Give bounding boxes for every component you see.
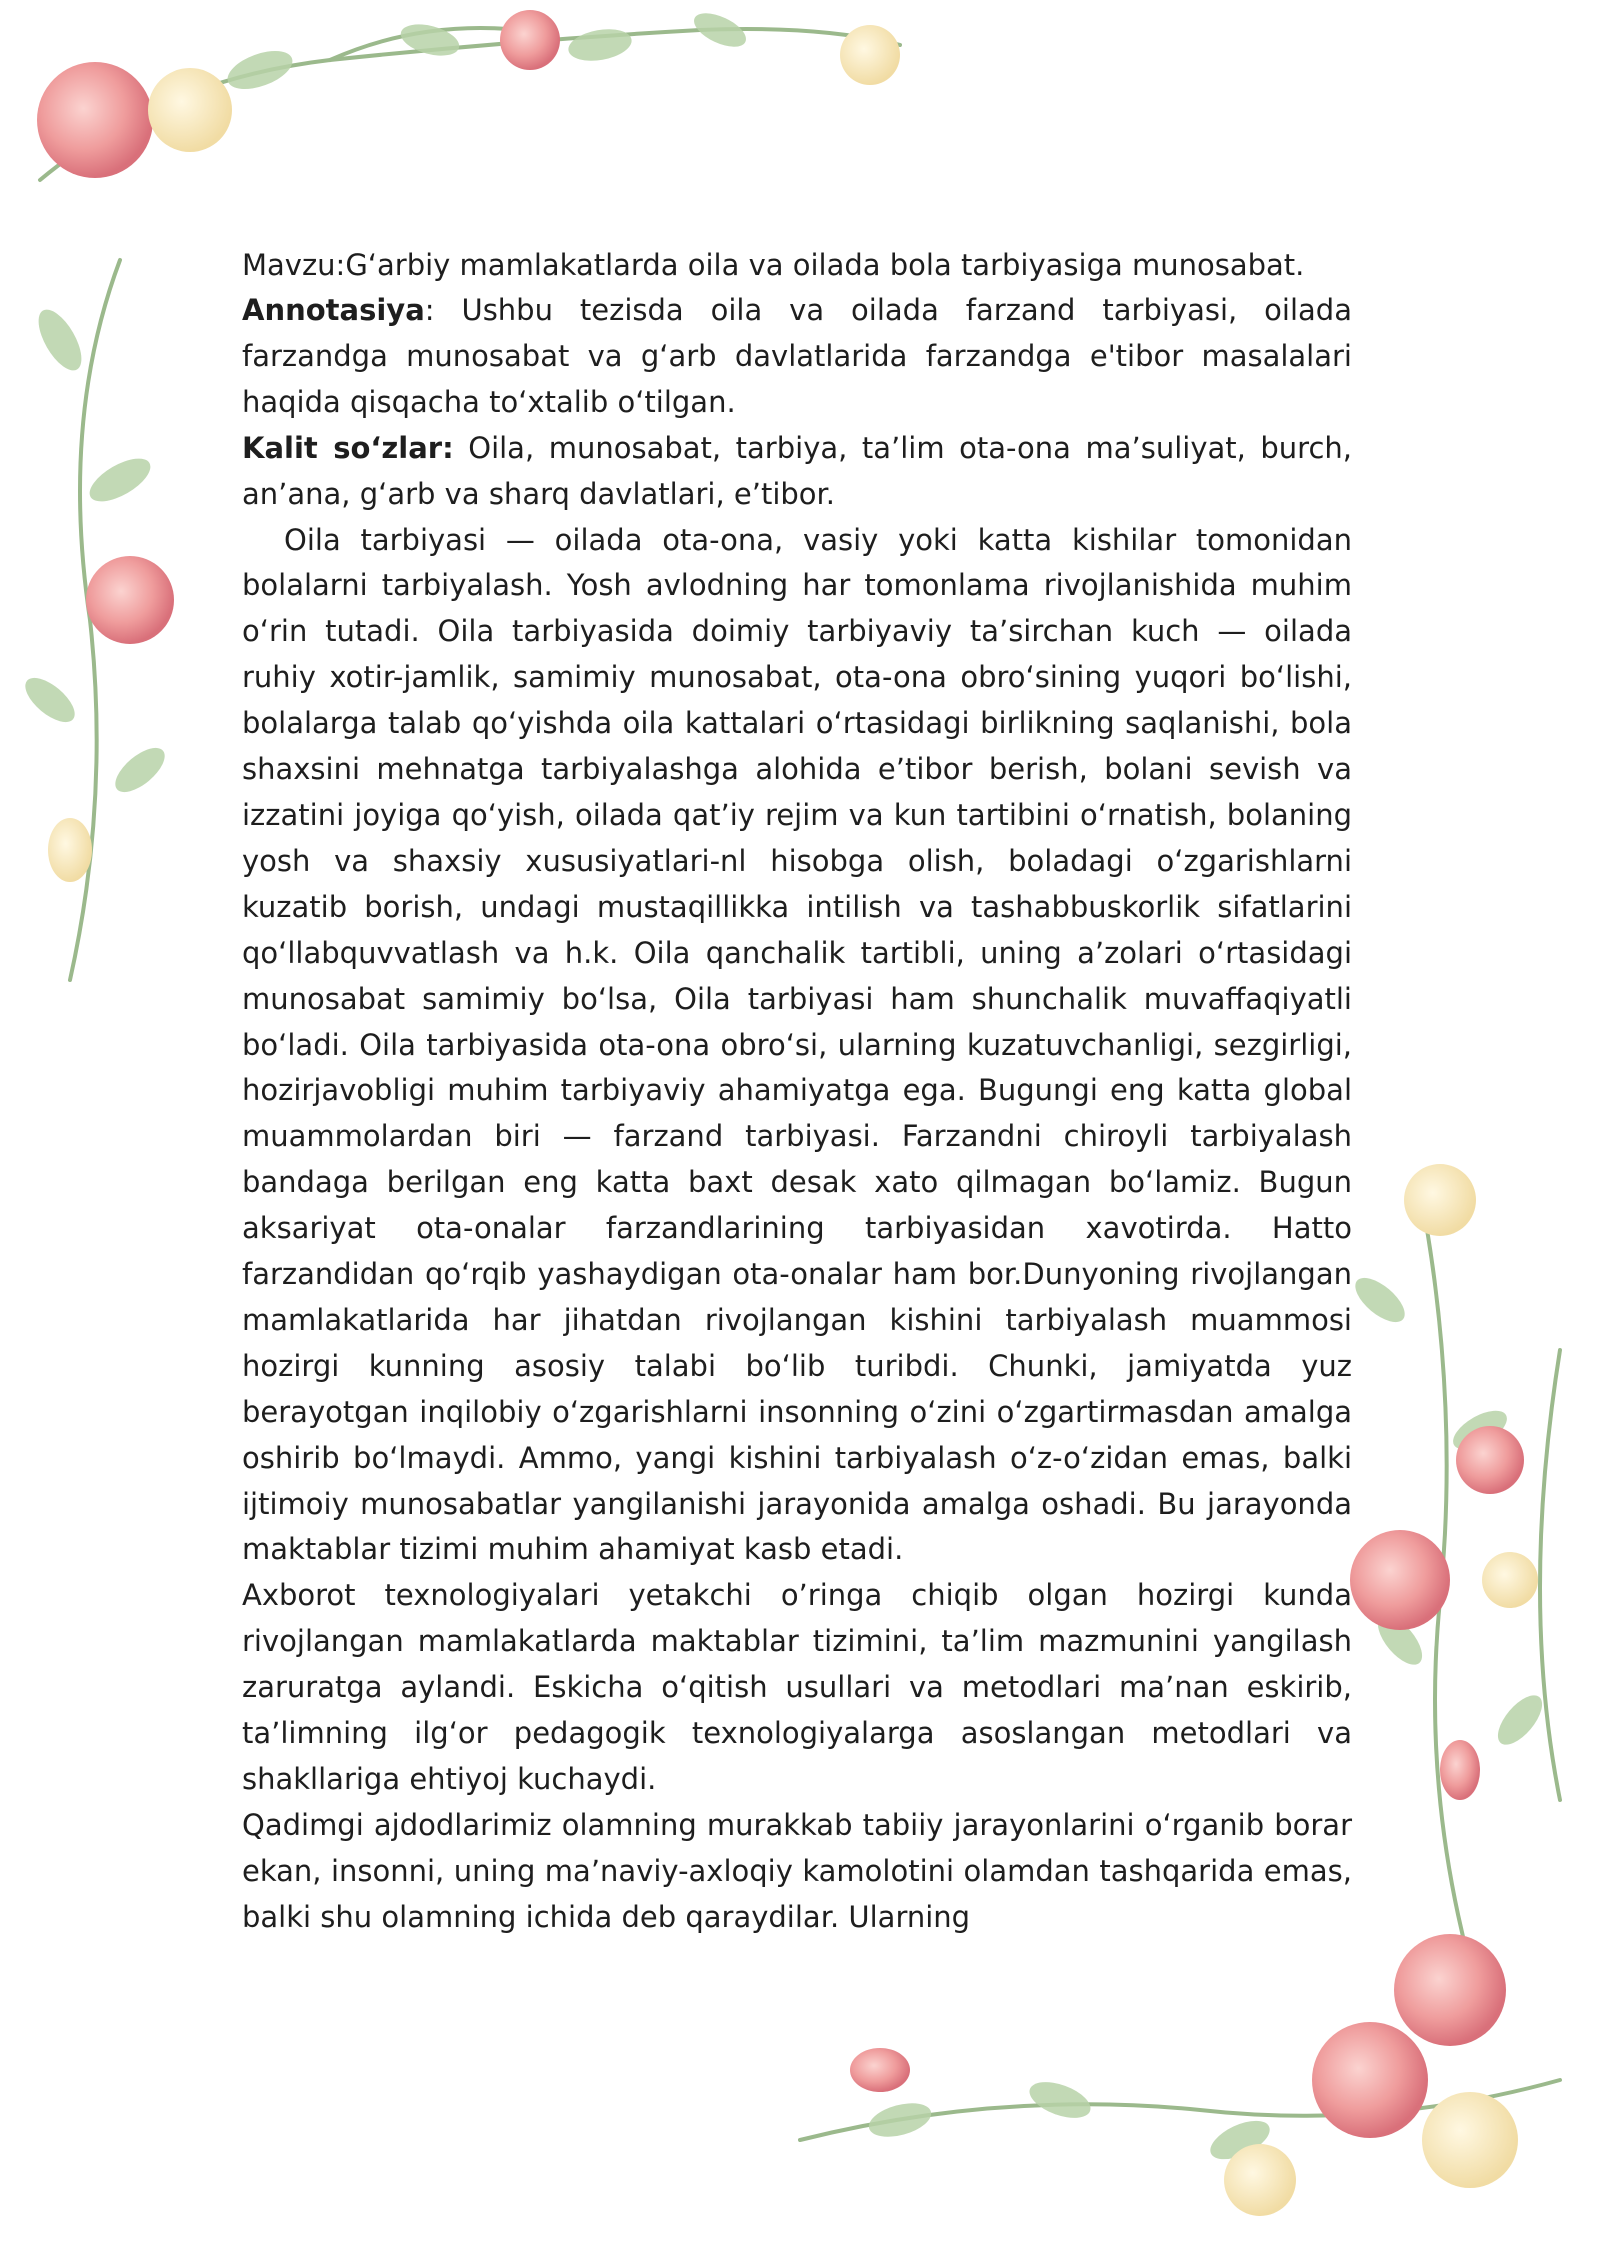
rosebud-icon: [1440, 1740, 1480, 1800]
rose-icon: [37, 62, 153, 178]
keywords-text: Oila, munosabat, tarbiya, ta’lim ota-ona ma’suliyat, burch, an’ana, gʻarb va sharq davlatlari, e’tibor.: [242, 430, 1352, 511]
rose-icon: [1422, 2092, 1518, 2188]
rose-icon: [1350, 1530, 1450, 1630]
rose-icon: [1312, 2022, 1428, 2138]
rose-icon: [1456, 1426, 1524, 1494]
keywords-paragraph: [242, 426, 1352, 518]
document-body: [242, 243, 1352, 1941]
rose-icon: [1224, 2144, 1296, 2216]
rose-icon: [1404, 1164, 1476, 1236]
rose-icon: [86, 556, 174, 644]
rose-icon: [1394, 1934, 1506, 2046]
rose-icon: [1482, 1552, 1538, 1608]
document-title: Mavzu:Gʻarbiy mamlakatlarda oila va oilada bola tarbiyasiga munosabat.: [242, 248, 1305, 282]
rose-icon: [148, 68, 232, 152]
rosebud-icon: [850, 2048, 910, 2092]
rose-icon: [500, 10, 560, 70]
body-paragraph: Oila tarbiyasi — oilada ota-ona, vasiy yoki katta kishilar tomonidan bolalarni tarbiyalash. Yosh avlodning har tomonlama rivojlanishida muhim oʻrin tutadi. Oila tarbiyasida doimiy tarbiyaviy ta’sirchan kuch — oilada ruhiy xotir-jamlik, samimiy munosabat, ota-ona obroʻsining yuqori boʻlishi, bolalarga talab qoʻyishda oila kattalari oʻrtasidagi birlikning saqlanishi, bola shaxsini mehnatga tarbiyalashga alohida e’tibor berish, bolani sevish va izzatini joyiga qoʻyish, oilada qat’iy rejim va kun tartibini oʻrnatish, bolaning yosh va shaxsiy xususiyatlari-nl hisobga olish, boladagi oʻzgarishlarni kuzatib borish, undagi mustaqillikka intilish va tashabbuskorlik sifatlarini qoʻllabquvvatlash va h.k. Oila qanchalik tartibli, uning a’zolari oʻrtasidagi munosabat samimiy boʻlsa, Oila tarbiyasi ham shunchalik muvaffaqiyatli boʻladi. Oila tarbiyasida ota-ona obroʻsi, ularning kuzatuvchanligi, sezgirligi, hozirjavobligi muhim tarbiyaviy ahamiyatga ega. Bugungi eng katta global muammolardan biri — farzand tarbiyasi. Farzandni chiroyli tarbiyalash bandaga berilgan eng katta baxt desak xato qilmagan boʻlamiz. Bugun aksariyat ota-onalar farzandlarining tarbiyasidan xavotirda. Hatto farzandidan qoʻrqib yashaydigan ota-onalar ham bor.Dunyoning rivojlangan mamlakatlarida har jihatdan rivojlangan kishini tarbiyalash muammosi hozirgi kunning asosiy talabi boʻlib turibdi. Chunki, jamiyatda yuz berayotgan inqilobiy oʻzgarishlarni insonning oʻzini oʻzgartirmasdan amalga oshirib boʻlmaydi. Ammo, yangi kishini tarbiyalash oʻz-oʻzidan emas, balki ijtimoiy munosabatlar yangilanishi jarayonida amalga oshadi. Bu jarayonda maktablar tizimi muhim ahamiyat kasb etadi.: [242, 522, 1352, 1567]
body-paragraph: Axborot texnologiyalari yetakchi o’ringa chiqib olgan hozirgi kunda rivojlangan mamlakatlarda maktablar tizimini, ta’lim mazmunini yangilash zaruratga aylandi. Eskicha oʻqitish usullari va metodlari ma’nan eskirib, ta’limning ilgʻor pedagogik texnologiyalarga asoslangan metodlari va shakllariga ehtiyoj kuchaydi.: [242, 1578, 1352, 1796]
keywords-label: Kalit soʻzlar:: [242, 430, 454, 465]
annotation-paragraph: [242, 288, 1352, 426]
rosebud-icon: [48, 818, 92, 882]
annotation-text: : Ushbu tezisda oila va oilada farzand tarbiyasi, oilada farzandga munosabat va gʻarb davlatlarida farzandga e'tibor masalalari haqida qisqacha toʻxtalib oʻtilgan.: [242, 293, 1352, 419]
rose-icon: [840, 25, 900, 85]
annotation-label: Annotasiya: [242, 293, 425, 327]
body-paragraph: Qadimgi ajdodlarimiz olamning murakkab tabiiy jarayonlarini oʻrganib borar ekan, insonni, uning ma’naviy-axloqiy kamolotini olamdan tashqarida emas, balki shu olamning ichida deb qaraydilar. Ularning: [242, 1807, 1352, 1934]
